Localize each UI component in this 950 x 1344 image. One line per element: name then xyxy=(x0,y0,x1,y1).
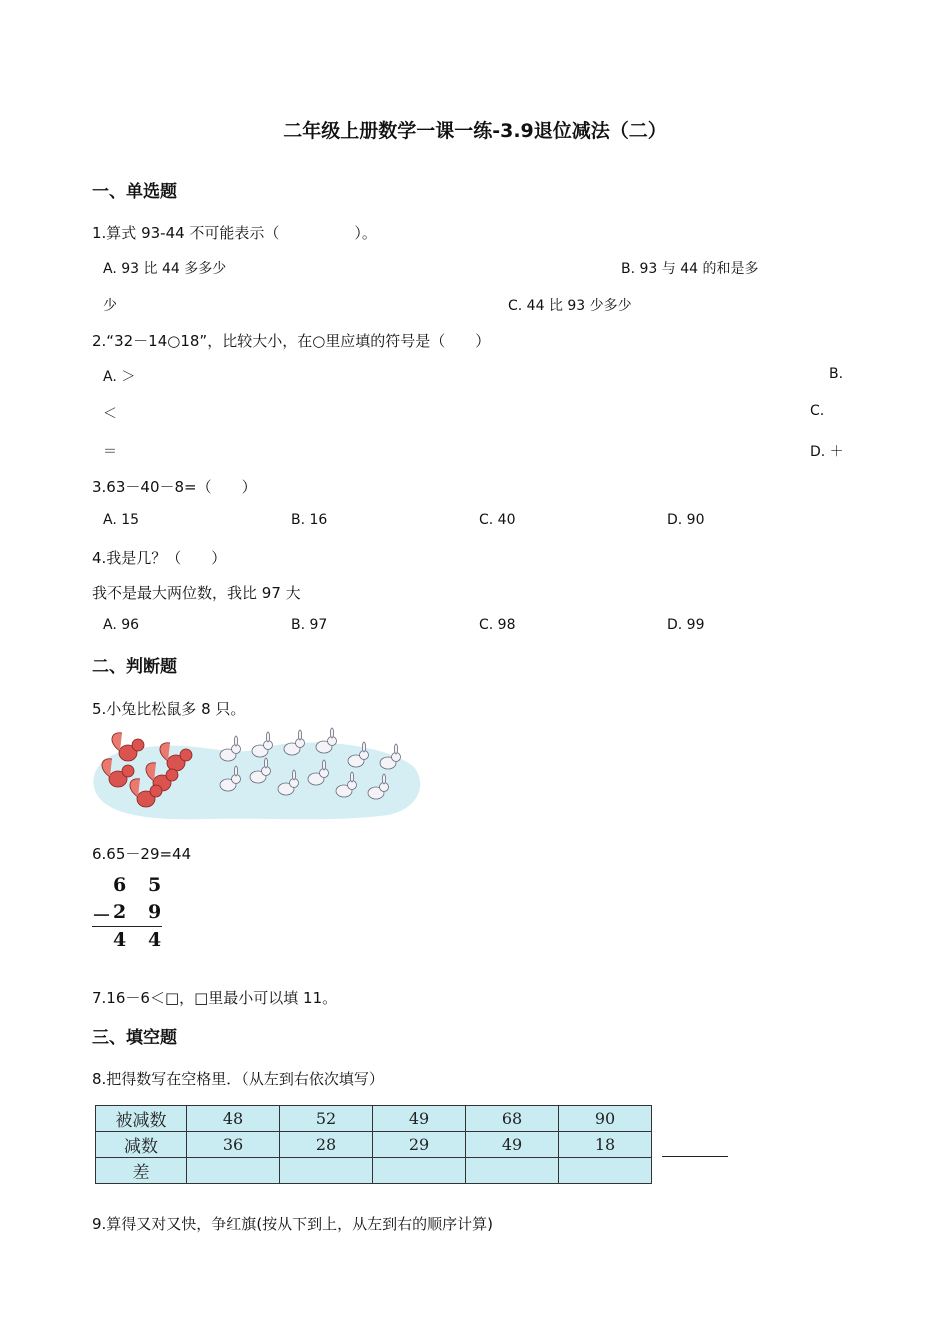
table-row-subtrahend xyxy=(96,1132,652,1158)
table-row-minuend xyxy=(96,1106,652,1132)
answer-cell[interactable] xyxy=(187,1158,280,1184)
table-cell: 18 xyxy=(559,1132,652,1158)
table-cell: 49 xyxy=(373,1106,466,1132)
vertical-calc-divider xyxy=(92,926,162,927)
question-6-stem: 6.65－29=44 xyxy=(92,845,192,863)
question-1-stem: 1.算式 93-44 不可能表示（ ）。 xyxy=(92,224,377,242)
table-cell: 90 xyxy=(559,1106,652,1132)
table-row-difference xyxy=(96,1158,652,1184)
question-4-option-c[interactable]: C. 98 xyxy=(479,617,516,633)
answer-cell[interactable] xyxy=(466,1158,559,1184)
question-3-option-c[interactable]: C. 40 xyxy=(479,512,516,528)
question-2-stem: 2.“32－14○18”，比较大小，在○里应填的符号是（ ） xyxy=(92,332,491,350)
question-3-option-a[interactable]: A. 15 xyxy=(103,512,140,528)
question-7-stem: 7.16－6＜□，□里最小可以填 11。 xyxy=(92,989,338,1007)
answer-cell[interactable] xyxy=(559,1158,652,1184)
section-heading-fill-blank: 三、填空题 xyxy=(92,1028,177,1048)
vertical-calc-row1-ones: 5 xyxy=(148,874,162,896)
question-4-stem: 4.我是几？（ ） xyxy=(92,549,227,567)
question-1-option-b-continued: 少 xyxy=(103,298,117,314)
question-1-option-b[interactable]: B. 93 与 44 的和是多 xyxy=(621,261,759,277)
vertical-calc-row2-ones: 9 xyxy=(148,901,162,923)
row-header-minuend: 被减数 xyxy=(96,1106,187,1132)
question-3-stem: 3.63－40－8=（ ） xyxy=(92,478,257,496)
row-header-subtrahend: 减数 xyxy=(96,1132,187,1158)
table-cell: 49 xyxy=(466,1132,559,1158)
row-header-difference: 差 xyxy=(96,1158,187,1184)
vertical-calc-row1-tens: 6 xyxy=(113,874,127,896)
vertical-calc-result-tens: 4 xyxy=(113,929,127,951)
table-cell: 48 xyxy=(187,1106,280,1132)
question-4-option-b[interactable]: B. 97 xyxy=(291,617,328,633)
question-5-stem: 5.小兔比松鼠多 8 只。 xyxy=(92,700,246,718)
question-2-option-c-symbol: ＝ xyxy=(103,444,117,460)
question-4-clue: 我不是最大两位数，我比 97 大 xyxy=(92,584,301,602)
table-cell: 29 xyxy=(373,1132,466,1158)
table-cell: 28 xyxy=(280,1132,373,1158)
question-3-option-b[interactable]: B. 16 xyxy=(291,512,328,528)
answer-blank-line[interactable] xyxy=(662,1156,728,1157)
question-1-option-c[interactable]: C. 44 比 93 少多少 xyxy=(508,298,632,314)
section-heading-true-false: 二、判断题 xyxy=(92,657,177,677)
vertical-calc-minus-sign: － xyxy=(92,905,112,927)
answer-cell[interactable] xyxy=(373,1158,466,1184)
table-cell: 52 xyxy=(280,1106,373,1132)
question-2-option-b-letter[interactable]: B. xyxy=(829,366,844,382)
vertical-calc-result-ones: 4 xyxy=(148,929,162,951)
table-cell: 36 xyxy=(187,1132,280,1158)
table-cell: 68 xyxy=(466,1106,559,1132)
question-3-option-d[interactable]: D. 90 xyxy=(667,512,705,528)
section-heading-single-choice: 一、单选题 xyxy=(92,182,177,202)
question-4-option-a[interactable]: A. 96 xyxy=(103,617,140,633)
question-2-option-d[interactable]: D. ＋ xyxy=(810,444,844,460)
question-8-stem: 8.把得数写在空格里．（从左到右依次填写） xyxy=(92,1070,384,1088)
question-2-option-b-symbol: ＜ xyxy=(103,406,117,422)
answer-cell[interactable] xyxy=(280,1158,373,1184)
page-title: 二年级上册数学一课一练-3.9退位减法（二） xyxy=(283,120,667,142)
question-2-option-c-letter[interactable]: C. xyxy=(810,403,825,419)
vertical-calc-row2-tens: 2 xyxy=(113,901,127,923)
subtraction-table xyxy=(95,1105,652,1184)
question-2-option-a[interactable]: A. ＞ xyxy=(103,369,136,385)
question-1-option-a[interactable]: A. 93 比 44 多多少 xyxy=(103,261,227,277)
question-4-option-d[interactable]: D. 99 xyxy=(667,617,705,633)
question-9-stem: 9.算得又对又快，争红旗(按从下到上，从左到右的顺序计算) xyxy=(92,1215,494,1233)
squirrels-and-rabbits-picture xyxy=(88,727,426,823)
